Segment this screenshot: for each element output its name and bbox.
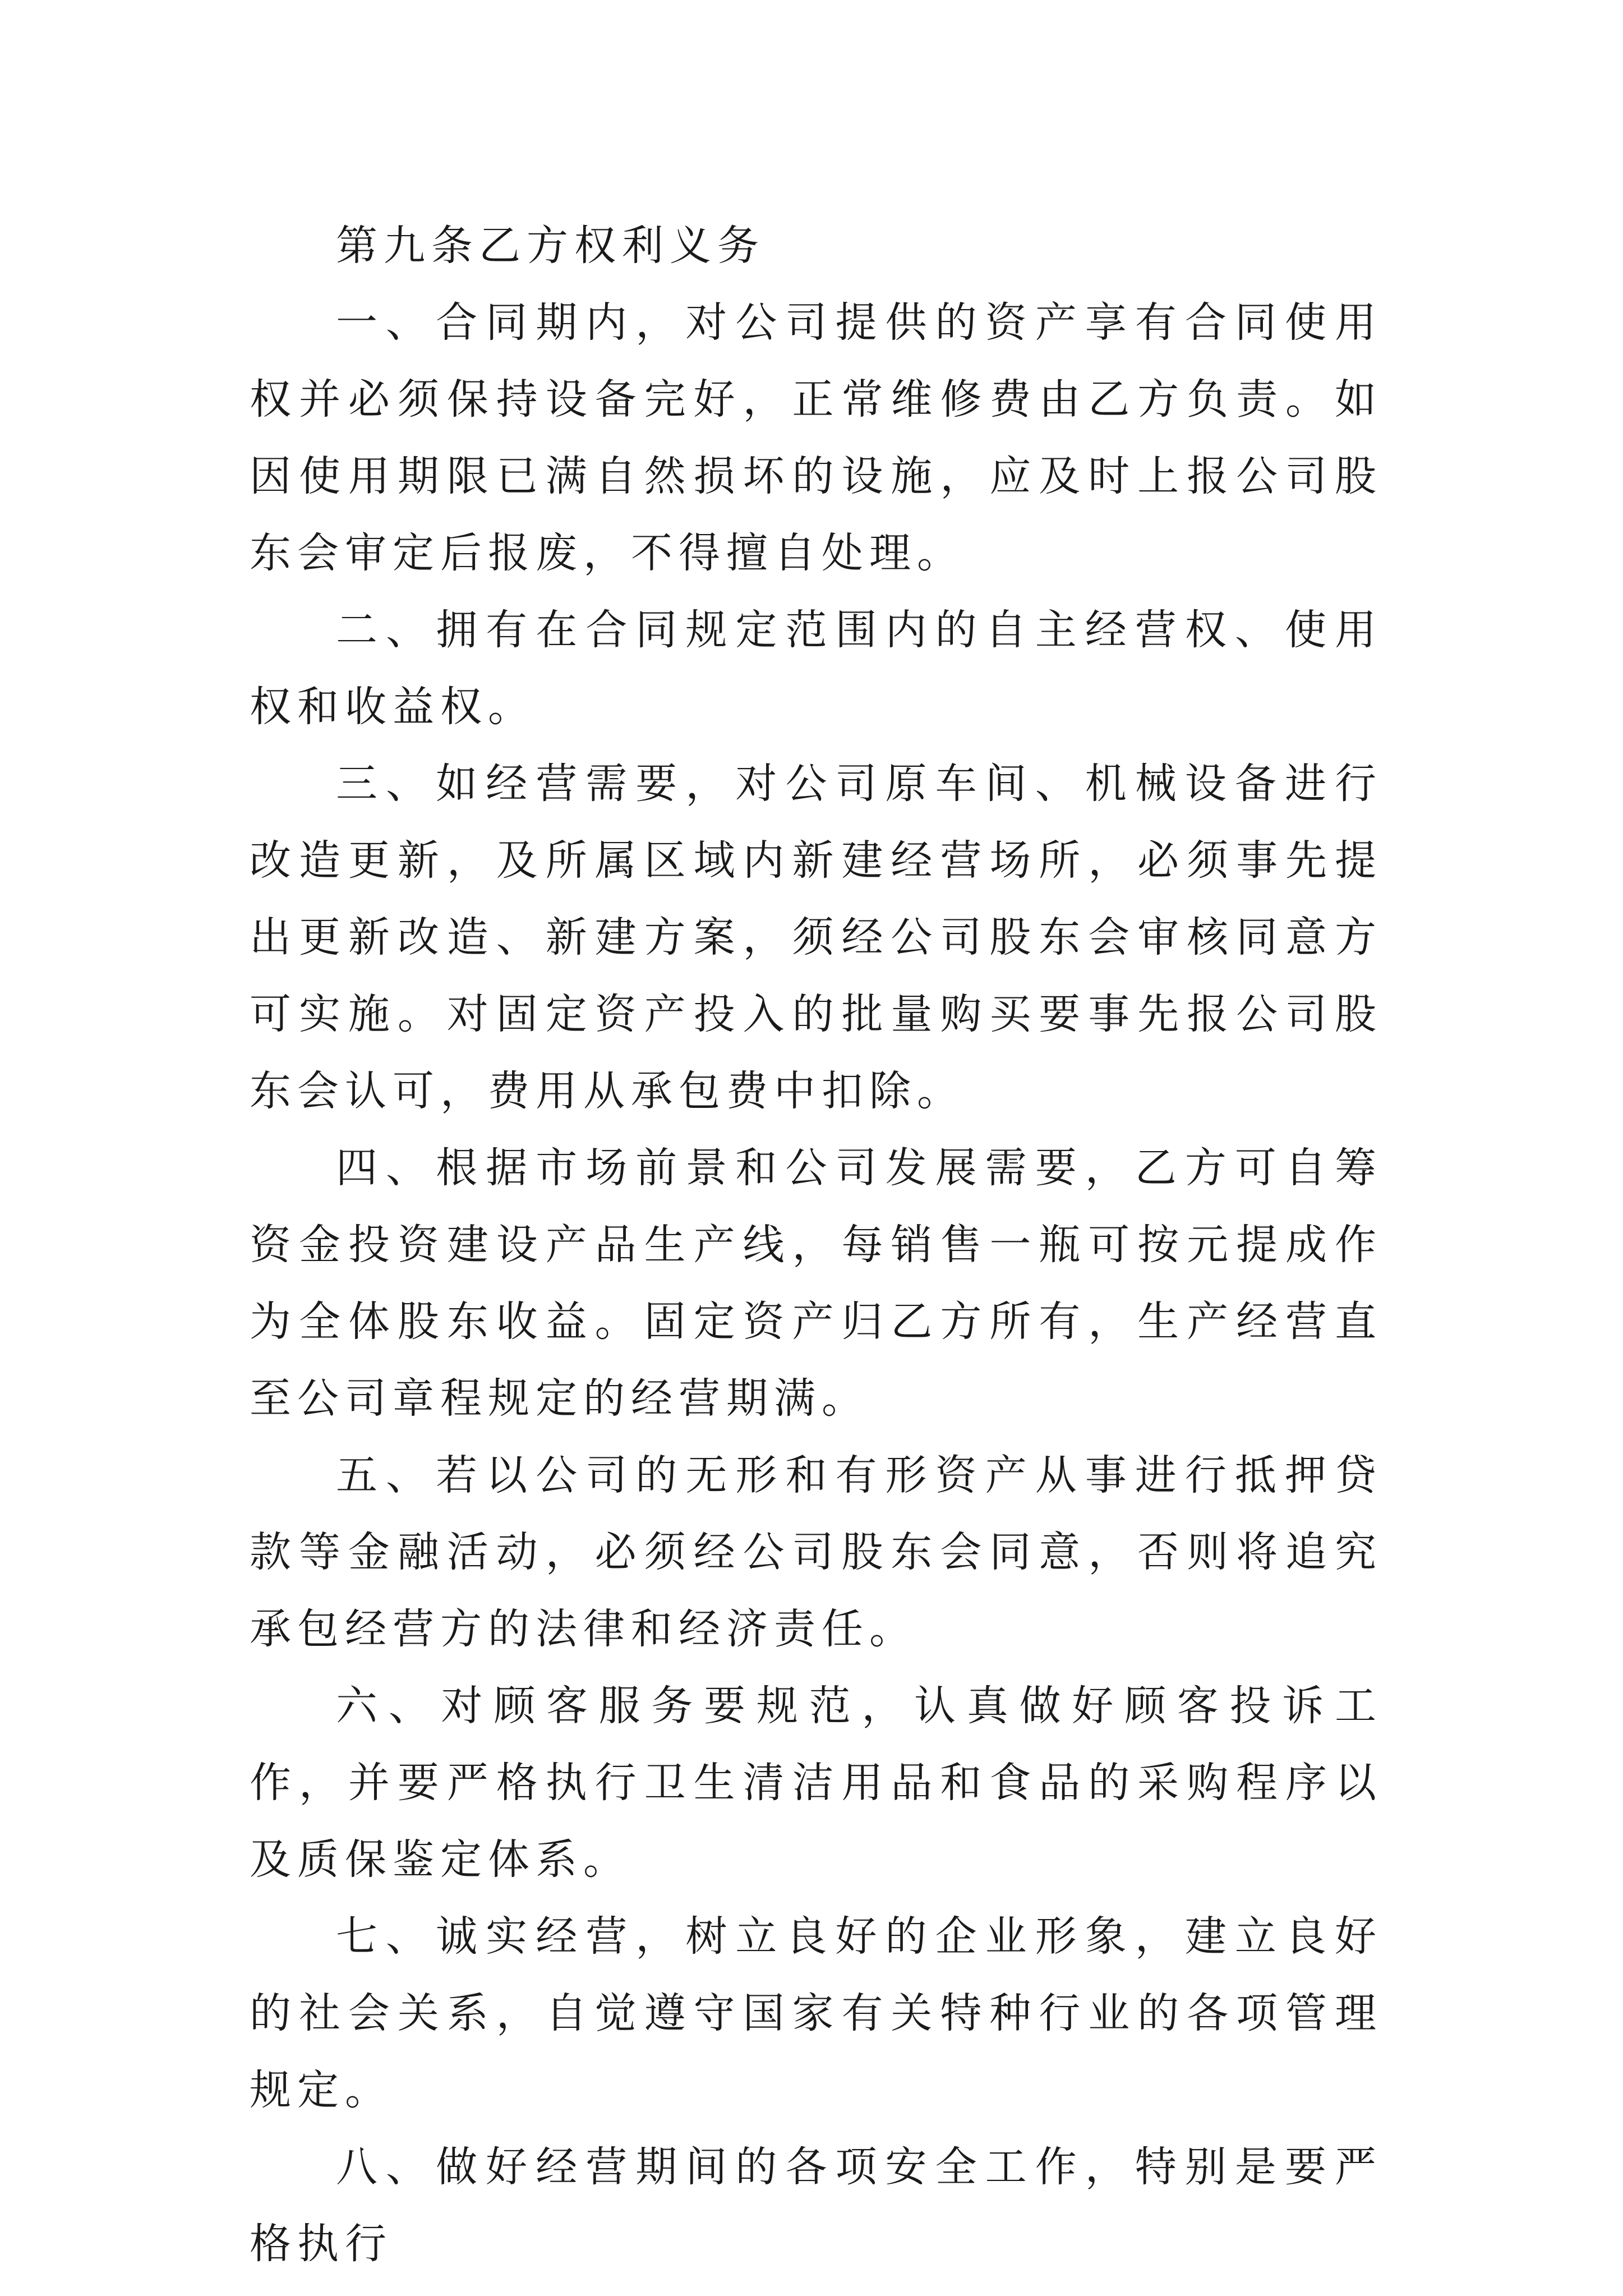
paragraph-2: 二、拥有在合同规定范围内的自主经营权、使用权和收益权。 <box>250 606 1382 731</box>
paragraph-4: 四、根据市场前景和公司发展需要，乙方可自筹资金投资建设产品生产线，每销售一瓶可按元提成作为全体股东收益。固定资产归乙方所有，生产经营直至公司章程规定的经营期满。 <box>250 1144 1382 1423</box>
paragraph-7: 七、诚实经营，树立良好的企业形象，建立良好的社会关系，自觉遵守国家有关特种行业的各项管理规定。 <box>250 1912 1382 2114</box>
paragraph-6: 六、对顾客服务要规范，认真做好顾客投诉工作，并要严格执行卫生清洁用品和食品的采购程序以及质保鉴定体系。 <box>250 1682 1382 1884</box>
article-heading: 第九条乙方权利义务 <box>336 222 765 270</box>
paragraph-5: 五、若以公司的无形和有形资产从事进行抵押贷款等金融活动，必须经公司股东会同意，否则将追究承包经营方的法律和经济责任。 <box>250 1451 1382 1653</box>
paragraph-8: 八、做好经营期间的各项安全工作，特别是要严格执行 <box>250 2143 1382 2268</box>
document-body <box>250 208 1382 2283</box>
paragraph-3: 三、如经营需要，对公司原车间、机械设备进行改造更新，及所属区域内新建经营场所，必须事先提出更新改造、新建方案，须经公司股东会审核同意方可实施。对固定资产投入的批量购买要事先报公司股东会认可，费用从承包费中扣除。 <box>250 760 1382 1115</box>
paragraph-1: 一、合同期内，对公司提供的资产享有合同使用权并必须保持设备完好，正常维修费由乙方负责。如因使用期限已满自然损坏的设施，应及时上报公司股东会审定后报废，不得擅自处理。 <box>250 298 1382 577</box>
